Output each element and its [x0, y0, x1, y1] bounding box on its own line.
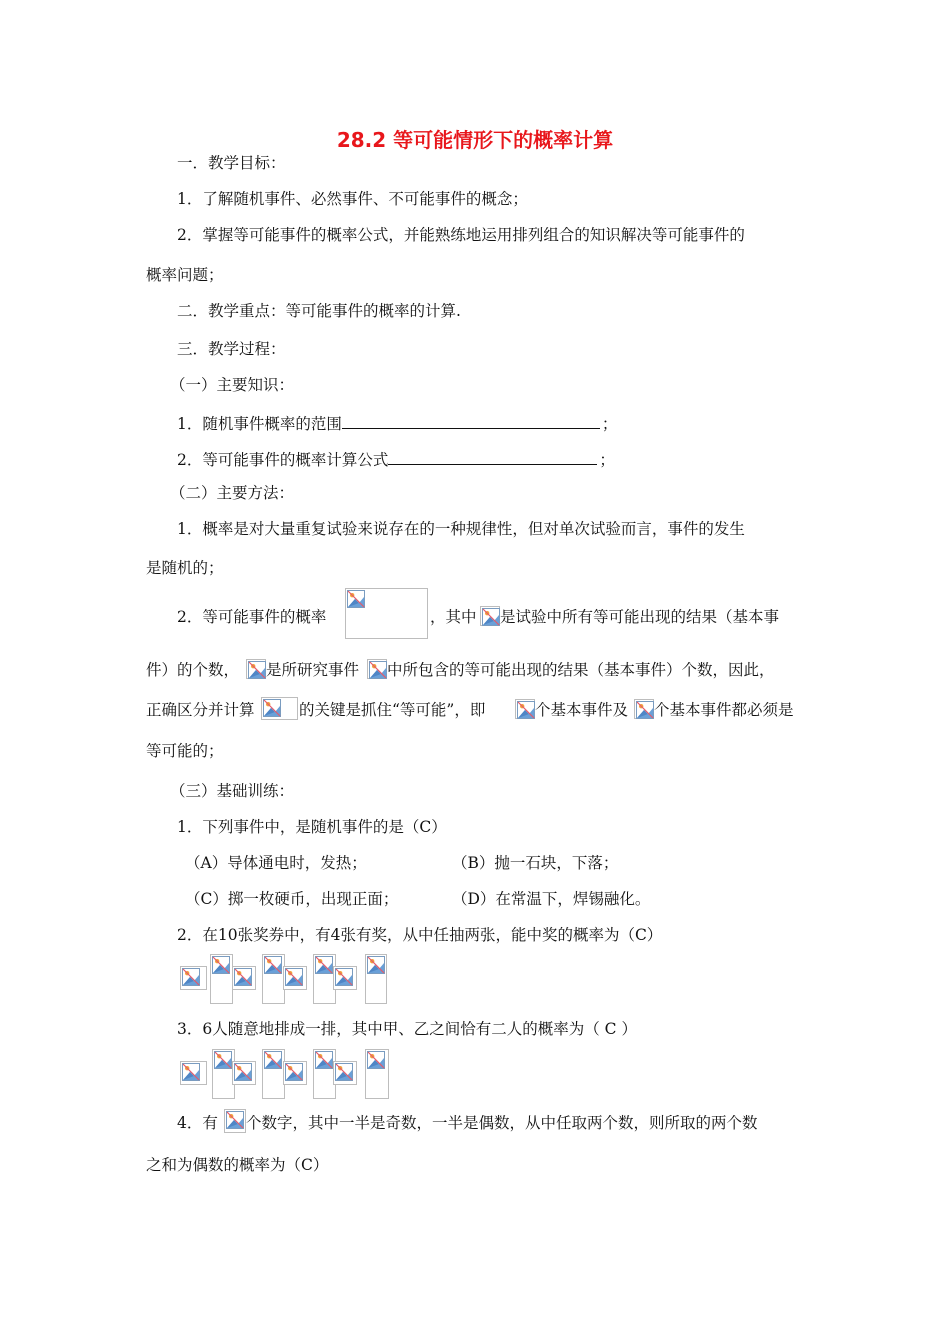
question-4-text-c: 之和为偶数的概率为（C） [146, 1156, 329, 1174]
question-3-choice-b-image-2 [232, 1061, 256, 1085]
part-3-heading: （三）基础训练： [170, 782, 295, 800]
method-1-line-1: 1．概率是对大量重复试验来说存在的一种规律性，但对单次试验而言，事件的发生 [177, 520, 745, 538]
knowledge-item-1-text: 1．随机事件概率的范围 [177, 415, 342, 433]
formula-pa-image [261, 697, 298, 720]
question-4-text-b: 个数字，其中一半是奇数，一半是偶数，从中任取两个数，则所取的两个数 [246, 1114, 758, 1132]
broken-image-icon [248, 661, 266, 679]
knowledge-item-2-text: 2．等可能事件的概率计算公式 [177, 451, 389, 469]
broken-image-icon [369, 661, 387, 679]
method-2-text-h: 的关键是抓住“等可能”，即 [299, 701, 486, 719]
question-1-option-b: （B）抛一石块，下落； [452, 854, 619, 872]
method-2-text-g: 正确区分并计算 [146, 701, 255, 719]
broken-image-icon [335, 1063, 353, 1081]
section-2-heading: 二．教学重点：等可能事件的概率的计算. [177, 302, 461, 320]
section-3-heading: 三．教学过程： [177, 340, 286, 358]
part-2-heading: （二）主要方法： [170, 484, 295, 502]
broken-image-icon [264, 1051, 282, 1069]
broken-image-icon [212, 956, 230, 974]
question-2-choice-b-image-2 [232, 966, 256, 990]
method-2-text-k: 等可能的； [146, 742, 224, 760]
broken-image-icon [367, 1051, 385, 1069]
knowledge-item-2 [177, 446, 615, 471]
part-1-heading: （一）主要知识： [170, 376, 295, 394]
method-2-text-c: 是试验中所有等可能出现的结果（基本事 [500, 608, 780, 626]
question-2-stem: 2．在10张奖券中，有4张有奖，从中任抽两张，能中奖的概率为（C） [177, 926, 663, 944]
question-3-choice-e-image [365, 1049, 389, 1099]
question-2-choice-c-image [262, 954, 285, 1004]
method-2-text-d: 件）的个数， [146, 661, 240, 679]
formula-n-image [515, 699, 535, 719]
broken-image-icon [214, 1051, 232, 1069]
objective-1: 1．了解随机事件、必然事件、不可能事件的概念； [177, 190, 528, 208]
knowledge-item-1 [177, 410, 617, 435]
formula-a-image [367, 659, 387, 679]
method-2-text-a: 2．等可能事件的概率 [177, 608, 327, 626]
page-title: 28.2 等可能情形下的概率计算 [336, 128, 614, 152]
broken-image-icon [182, 1063, 200, 1081]
method-2-text-e: 是所研究事件 [266, 661, 360, 679]
method-2-text-f: 中所包含的等可能出现的结果（基本事件）个数，因此， [387, 661, 775, 679]
question-4-count-image [224, 1109, 246, 1133]
broken-image-icon [234, 968, 252, 986]
section-1-heading: 一．教学目标： [177, 154, 286, 172]
question-3-choice-a-image [180, 1061, 207, 1085]
broken-image-icon [285, 968, 303, 986]
formula-m-image [634, 699, 654, 719]
broken-image-icon [234, 1063, 252, 1081]
broken-image-icon [315, 956, 333, 974]
broken-image-icon [182, 968, 200, 986]
broken-image-icon [285, 1063, 303, 1081]
objective-2-line-2: 概率问题； [146, 266, 224, 284]
question-1-option-d: （D）在常温下，焊锡融化。 [452, 890, 651, 908]
answer-blank [342, 410, 600, 429]
question-2-choice-c-image-2 [283, 966, 307, 990]
broken-image-icon [347, 590, 365, 608]
semicolon: ； [599, 451, 615, 469]
broken-image-icon [226, 1111, 244, 1129]
method-2-text-i: 个基本事件及 [535, 701, 629, 719]
formula-m-image [246, 659, 266, 679]
question-3-choice-c-image-2 [283, 1061, 307, 1085]
semicolon: ； [601, 415, 618, 433]
broken-image-icon [264, 956, 282, 974]
answer-blank [388, 446, 597, 465]
question-1-stem: 1．下列事件中，是随机事件的是（C） [177, 818, 447, 836]
broken-image-icon [367, 956, 385, 974]
probability-formula-image [345, 588, 428, 639]
objective-2-line-1: 2．掌握等可能事件的概率公式，并能熟练地运用排列组合的知识解决等可能事件的 [177, 226, 745, 244]
question-2-choice-e-image [365, 954, 387, 1004]
method-2-text-j: 个基本事件都必须是 [654, 701, 794, 719]
method-1-line-2: 是随机的； [146, 559, 224, 577]
question-3-choice-c-image [262, 1049, 285, 1099]
question-4-text-a: 4．有 [177, 1114, 218, 1132]
formula-n-image [480, 606, 500, 626]
question-3-stem: 3．6人随意地排成一排，其中甲、乙之间恰有二人的概率为（ C ） [177, 1020, 637, 1038]
method-2-text-b: ，其中 [430, 608, 477, 626]
broken-image-icon [482, 608, 500, 626]
question-1-option-a: （A）导体通电时，发热； [185, 854, 367, 872]
question-2-choice-d-image-2 [333, 966, 357, 990]
broken-image-icon [517, 701, 535, 719]
broken-image-icon [335, 968, 353, 986]
broken-image-icon [315, 1051, 333, 1069]
broken-image-icon [263, 699, 281, 717]
broken-image-icon [636, 701, 654, 719]
question-2-choice-b-image [210, 954, 233, 1004]
question-3-choice-d-image-2 [333, 1061, 357, 1085]
question-1-option-c: （C）掷一枚硬币，出现正面； [185, 890, 399, 908]
question-2-choice-a-image [180, 966, 207, 990]
